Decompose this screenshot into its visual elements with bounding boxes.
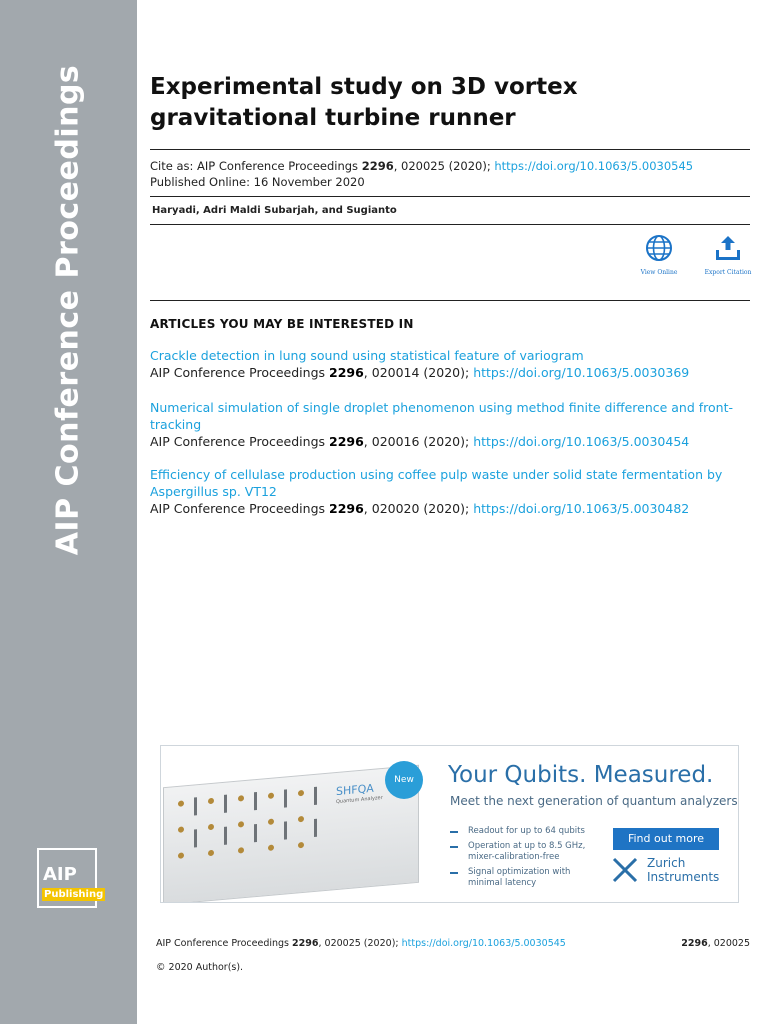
device-slot [254, 792, 257, 810]
divider [150, 300, 750, 301]
export-citation-label: Export Citation [704, 269, 752, 276]
device-port [238, 821, 244, 828]
related-article-doi-link[interactable]: https://doi.org/10.1063/5.0030454 [473, 434, 690, 449]
zurich-instruments-logo-text [647, 856, 719, 884]
related-article-doi-link[interactable]: https://doi.org/10.1063/5.0030369 [473, 365, 690, 380]
related-article-journal: AIP Conference Proceedings [150, 365, 329, 380]
footer-citation [156, 938, 566, 949]
device-port [268, 844, 274, 851]
cite-suffix: , 020025 (2020); [393, 159, 495, 173]
footer-doi-link[interactable]: https://doi.org/10.1063/5.0030545 [401, 938, 566, 949]
ad-feature-list [450, 826, 600, 893]
device-port [208, 798, 214, 805]
cite-prefix: Cite as: AIP Conference Proceedings [150, 159, 362, 173]
export-icon [713, 233, 743, 263]
author-list: Haryadi, Adri Maldi Subarjah, and Sugianto [152, 205, 397, 216]
logo-aip-text: AIP [43, 864, 77, 885]
cite-volume: 2296 [361, 159, 394, 173]
related-article-pages: , 020020 (2020); [363, 501, 474, 516]
related-article-title-link[interactable]: Crackle detection in lung sound using statistical feature of variogram [150, 348, 584, 363]
divider [150, 196, 750, 197]
related-article-pages: , 020014 (2020); [363, 365, 474, 380]
device-slot [314, 819, 317, 837]
device-port [298, 816, 304, 823]
footer-journal: AIP Conference Proceedings [156, 938, 293, 949]
new-badge: New [385, 761, 423, 799]
device-slot [224, 827, 227, 845]
ad-subheadline: Meet the next generation of quantum analyzers [450, 794, 738, 808]
device-brand-text: SHFQA [336, 781, 374, 799]
device-slot [284, 789, 287, 807]
journal-sidebar [0, 0, 137, 1024]
device-port [178, 826, 184, 833]
footer-volume: 2296 [292, 938, 319, 949]
ad-feature-item: Signal optimization with minimal latency [450, 867, 600, 889]
device-port [238, 795, 244, 802]
device-slot [224, 795, 227, 813]
related-article [150, 399, 750, 450]
device-port [208, 824, 214, 831]
copyright-notice: © 2020 Author(s). [156, 962, 244, 973]
related-article [150, 347, 750, 381]
footer-page-number: , 020025 [707, 938, 750, 949]
related-article-journal: AIP Conference Proceedings [150, 434, 329, 449]
device-slot [284, 821, 287, 839]
related-article-volume: 2296 [329, 365, 364, 380]
view-online-label: View Online [640, 269, 678, 276]
divider [150, 224, 750, 225]
zurich-instruments-logo-icon [611, 856, 639, 884]
related-article-title-link[interactable]: Numerical simulation of single droplet phenomenon using method finite difference and front-tracking [150, 400, 734, 432]
quantum-analyzer-image [163, 765, 419, 903]
device-sub-text: Quantum Analyzer [336, 794, 383, 806]
cite-doi-link[interactable]: https://doi.org/10.1063/5.0030545 [494, 159, 694, 173]
article-title: Experimental study on 3D vortex gravitational turbine runner [150, 74, 578, 131]
logo-publishing-text: Publishing [44, 889, 104, 900]
device-port [298, 842, 304, 849]
device-slot [254, 824, 257, 842]
footer-page-reference [681, 938, 750, 949]
related-article-journal: AIP Conference Proceedings [150, 501, 329, 516]
device-port [178, 800, 184, 807]
device-slot [194, 829, 197, 847]
view-online-button[interactable] [629, 233, 689, 276]
find-out-more-button[interactable]: Find out more [613, 828, 719, 850]
aip-publishing-logo[interactable] [37, 848, 104, 908]
related-articles-heading: ARTICLES YOU MAY BE INTERESTED IN [150, 317, 414, 331]
related-article-volume: 2296 [329, 434, 364, 449]
device-port [238, 847, 244, 854]
journal-name-vertical: AIP Conference Proceedings [50, 64, 86, 556]
device-port [268, 792, 274, 799]
ad-feature-item: Operation at up to 8.5 GHz, mixer-calibration-free [450, 841, 600, 863]
device-port [298, 790, 304, 797]
related-article [150, 466, 750, 517]
citation-line [150, 159, 693, 173]
ad-headline: Your Qubits. Measured. [448, 762, 714, 788]
device-slot [314, 787, 317, 805]
related-article-volume: 2296 [329, 501, 364, 516]
advertisement-banner[interactable] [160, 745, 739, 903]
device-port [208, 850, 214, 857]
device-port [268, 818, 274, 825]
footer-pages: , 020025 (2020); [318, 938, 402, 949]
device-port [178, 852, 184, 859]
footer-page-volume: 2296 [681, 938, 708, 949]
divider [150, 149, 750, 150]
export-citation-button[interactable] [698, 233, 758, 276]
device-slot [194, 797, 197, 815]
zurich-line: Zurich [647, 856, 686, 870]
globe-icon [644, 233, 674, 263]
published-date: Published Online: 16 November 2020 [150, 175, 365, 189]
ad-feature-item: Readout for up to 64 qubits [450, 826, 600, 837]
related-article-doi-link[interactable]: https://doi.org/10.1063/5.0030482 [473, 501, 690, 516]
instruments-line: Instruments [647, 870, 720, 884]
related-article-pages: , 020016 (2020); [363, 434, 474, 449]
related-article-title-link[interactable]: Efficiency of cellulase production using coffee pulp waste under solid state fermentation by Aspergillus sp. VT12 [150, 467, 723, 499]
